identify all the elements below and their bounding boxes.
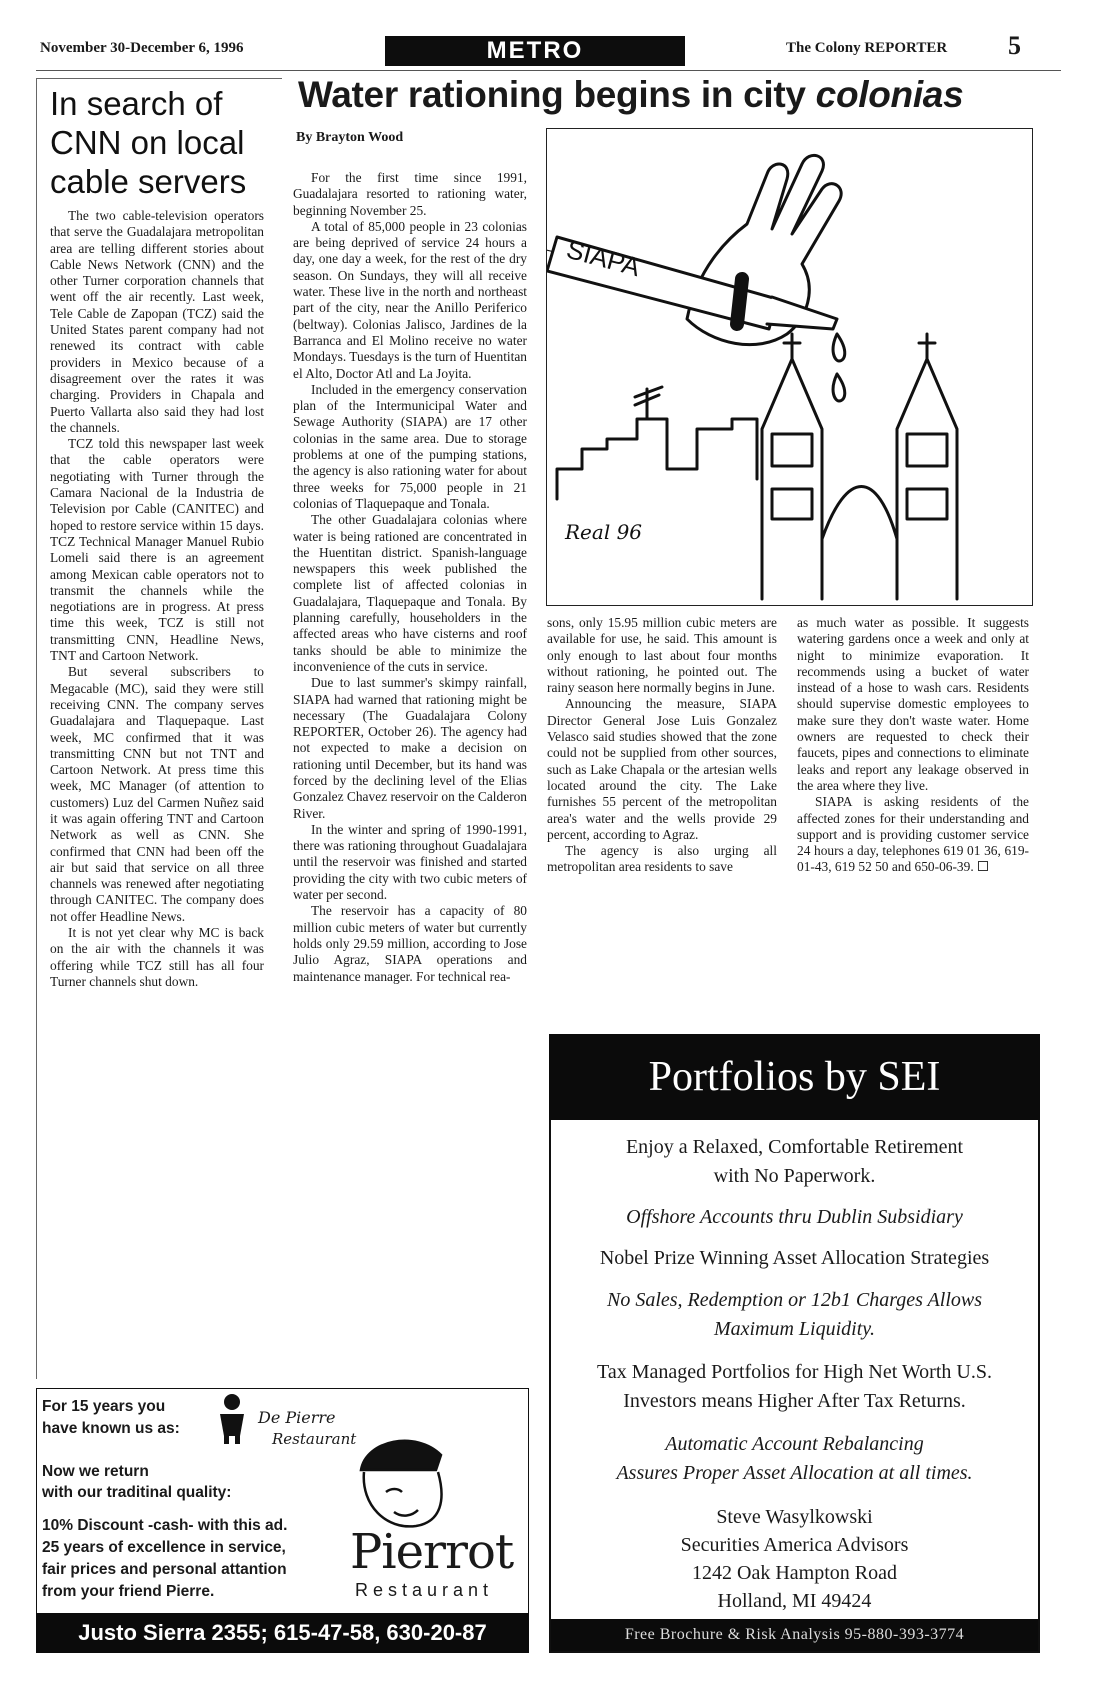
sei-ad-line: Investors means Higher After Tax Returns. bbox=[623, 1390, 966, 1412]
headline-text: Water rationing begins in city bbox=[298, 74, 816, 115]
pierrot-ad-line: For 15 years you bbox=[42, 1398, 166, 1415]
pierrot-ad-line: Now we return bbox=[42, 1463, 149, 1480]
pierrot-ad-footer: Justo Sierra 2355; 615-47-58, 630-20-87 bbox=[36, 1613, 529, 1653]
editorial-cartoon bbox=[546, 128, 1033, 606]
article-paragraph: Included in the emergency conservation plan of the Intermunicipal Water and Sewage Authority (SIAPA) are 17 other colonias in the same area. Due to storage problems at one of the pumping stations, the agency is also rationing water for about three weeks for 75,000 people in 21 colonias of Tlaquepaque and Tonala. bbox=[293, 381, 527, 511]
pierrot-ad-line: from your friend Pierre. bbox=[42, 1583, 215, 1600]
sei-ad-line: with No Paperwork. bbox=[713, 1165, 876, 1187]
issue-date: November 30-December 6, 1996 bbox=[40, 40, 244, 56]
article-paragraph: For the first time since 1991, Guadalajara resorted to rationing water, beginning November 25. bbox=[293, 170, 527, 218]
pierrot-face-icon bbox=[346, 1430, 466, 1535]
section-banner: METRO bbox=[385, 36, 685, 66]
sidebar-paragraph: TCZ told this newspaper last week that the cable operators were negotiating with Turner through the Camara Nacional de la Industria de Television por Cable (CANITEC) and hoped to restore service within 15 days. TCZ Technical Manager Manuel Rubio Lomeli said there is an agreement among Mexican cable operators not to transmit the channels while the negotiations are in progress. At press time this week, TCZ is still not transmitting CNN, Headline News, TNT and Cartoon Network. bbox=[50, 436, 264, 664]
sei-ad-line: Offshore Accounts thru Dublin Subsidiary bbox=[626, 1206, 963, 1228]
pierrot-ad-line: have known us as: bbox=[42, 1420, 180, 1437]
sei-ad-footer: Free Brochure & Risk Analysis 95-880-393-3774 bbox=[551, 1619, 1038, 1651]
article-paragraph: A total of 85,000 people in 23 colonias are being deprived of service 24 hours a day, one day a week, for the rest of the dry season. On Sundays, they will all receive water. These live in the north and northeast part of the city, near the Anillo Periferico (beltway). Colonias Jalisco, Jardines de la Barranca and El Molino receive no water Mondays. Tuesdays is the turn of Huentitan el Alto, Doctor Atl and La Joyita. bbox=[293, 218, 527, 381]
sei-ad-line: Tax Managed Portfolios for High Net Worth U.S. bbox=[597, 1361, 992, 1383]
sei-ad-line: Nobel Prize Winning Asset Allocation Strategies bbox=[599, 1247, 990, 1269]
article-paragraph: Announcing the measure, SIAPA Director General Jose Luis Gonzalez Velasco said studies showed that the zone could not be supplied from other sources, such as Lake Chapala or the artesian wells located around the city. The Lake furnishes 55 percent of the metropolitan area's water and the wells provide 29 percent, according to Agraz. bbox=[547, 696, 777, 842]
sidebar-paragraph: The two cable-television operators that serve the Guadalajara metropolitan area are telling different stories about Cable News Network (CNN) and the other Turner corporation channels that went off the air recently. Last week, Tele Cable de Zapopan (TCZ) said the United States parent company had not renewed its contract with cable providers in Mexico because of a disagreement over the rates it was charging. Providers in Chapala and Puerto Vallarta also said they had lost the channels. bbox=[50, 208, 264, 435]
sei-ad-line: Maximum Liquidity. bbox=[713, 1318, 876, 1340]
cartoon-drawing bbox=[547, 129, 1032, 605]
pierrot-logo-sub: Restaurant bbox=[355, 1580, 494, 1600]
sidebar-paragraph: It is not yet clear why MC is back on the air with the channels it was offering while TCZ still has all four Turner channels shut down. bbox=[50, 925, 264, 989]
article-headline bbox=[298, 74, 1018, 116]
header-rule bbox=[36, 70, 1061, 71]
cartoon-signature: Real 96 bbox=[565, 520, 643, 544]
article-paragraph: In the winter and spring of 1990-1991, there was rationing throughout Guadalajara until the reservoir was finished and started providing the city with two cubic meters of water per second. bbox=[293, 821, 527, 903]
article-paragraph: Due to last summer's skimpy rainfall, SIAPA had warned that rationing might be necessary (The Guadalajara Colony REPORTER, October 26). The agency had not expected to make a decision on rationing until December, but its hand was forced by the declining level of the Elias Gonzalez Chavez reservoir on the Calderon River. bbox=[293, 675, 527, 821]
article-paragraph: sons, only 15.95 million cubic meters are available for use, he said. This amount is only enough to last about four months without rationing, he pointed out. The rainy season here normally begins in June. bbox=[547, 615, 777, 696]
byline: By Brayton Wood bbox=[296, 130, 404, 145]
sei-ad-title: Portfolios by SEI bbox=[549, 1034, 1040, 1120]
article-column-2 bbox=[547, 615, 777, 876]
sei-ad-line: Automatic Account Rebalancing bbox=[665, 1433, 924, 1455]
sei-ad-line: Assures Proper Asset Allocation at all times. bbox=[616, 1462, 973, 1484]
sei-contact-name: Steve Wasylkowski bbox=[716, 1506, 873, 1528]
pierrot-ad-line: 10% Discount -cash- with this ad. bbox=[42, 1517, 288, 1534]
pierrot-ad-line: fair prices and personal attantion bbox=[42, 1561, 287, 1578]
sei-contact-company: Securities America Advisors bbox=[680, 1534, 909, 1556]
sidebar-paragraph: But several subscribers to Megacable (MC), said they were still receiving CNN. The company serves Guadalajara and Tlaquepaque. Last week, MC confirmed that it was transmitting CNN but not TNT and Cartoon Network. At press time this week, MC Manager (of attention to customers) Luz del Carmen Nuñez said it was again offering TNT and Cartoon Network as well as CNN. She confirmed that CNN had been off the air but said that service on all three channels was renewed after negotiating through CANITEC. The company does not offer Headline News. bbox=[50, 664, 264, 924]
cartoon-label: SIAPA bbox=[563, 233, 644, 283]
newspaper-name: The Colony REPORTER bbox=[786, 40, 948, 56]
page-number: 5 bbox=[1008, 31, 1021, 60]
end-mark-icon bbox=[978, 861, 988, 871]
article-paragraph bbox=[797, 794, 1029, 875]
sei-ad-line: No Sales, Redemption or 12b1 Charges Allows bbox=[607, 1289, 982, 1311]
sei-contact-street: 1242 Oak Hampton Road bbox=[692, 1562, 897, 1584]
headline-italic: colonias bbox=[815, 74, 964, 115]
chef-figure-icon bbox=[212, 1392, 252, 1444]
sidebar-headline: In search of CNN on local cable servers bbox=[50, 85, 247, 200]
closing-paragraph-text: SIAPA is asking residents of the affected zones for their understanding and support and is providing customer service 24 hours a day, telephones 619 01 36, 619-01-43, 619 52 50 and 650-06-39. bbox=[797, 794, 1029, 875]
pierrot-ad-line: 25 years of excellence in service, bbox=[42, 1539, 286, 1556]
pierrot-ad-line: with our traditinal quality: bbox=[42, 1484, 232, 1501]
article-column-3 bbox=[797, 615, 1029, 876]
sei-ad-line: Enjoy a Relaxed, Comfortable Retirement bbox=[625, 1136, 964, 1158]
sidebar-body bbox=[50, 208, 264, 990]
old-restaurant-name-2: Restaurant bbox=[272, 1430, 357, 1448]
article-column-1 bbox=[293, 170, 527, 985]
article-paragraph: The agency is also urging all metropolitan area residents to save bbox=[547, 843, 777, 875]
sei-contact-city: Holland, MI 49424 bbox=[717, 1590, 872, 1612]
pierrot-logo: Pierrot bbox=[350, 1524, 514, 1580]
article-paragraph: as much water as possible. It suggests watering gardens once a week and only at night to minimize evaporation. It recommends using a bucket of water instead of a hose to wash cars. Residents should supervise domestic employees to make sure they don't waste water. Home owners are requested to check their faucets, pipes and connections to eliminate leaks and report any leakage observed in the area where they live. bbox=[797, 615, 1029, 793]
article-paragraph: The other Guadalajara colonias where water is being rationed are concentrated in the Huentitan district. Spanish-language newspapers this week published the complete list of affected colonias in Guadalajara, Tlaquepaque and Tonala. By planning carefully, householders in the affected areas who have cisterns and roof tanks should be able to minimize the inconvenience of the cuts in service. bbox=[293, 512, 527, 674]
article-paragraph: The reservoir has a capacity of 80 million cubic meters of water but currently holds only 29.59 million, according to Jose Julio Agraz, SIAPA operations and maintenance manager. For technical rea- bbox=[293, 903, 527, 984]
old-restaurant-name: De Pierre bbox=[258, 1408, 336, 1427]
